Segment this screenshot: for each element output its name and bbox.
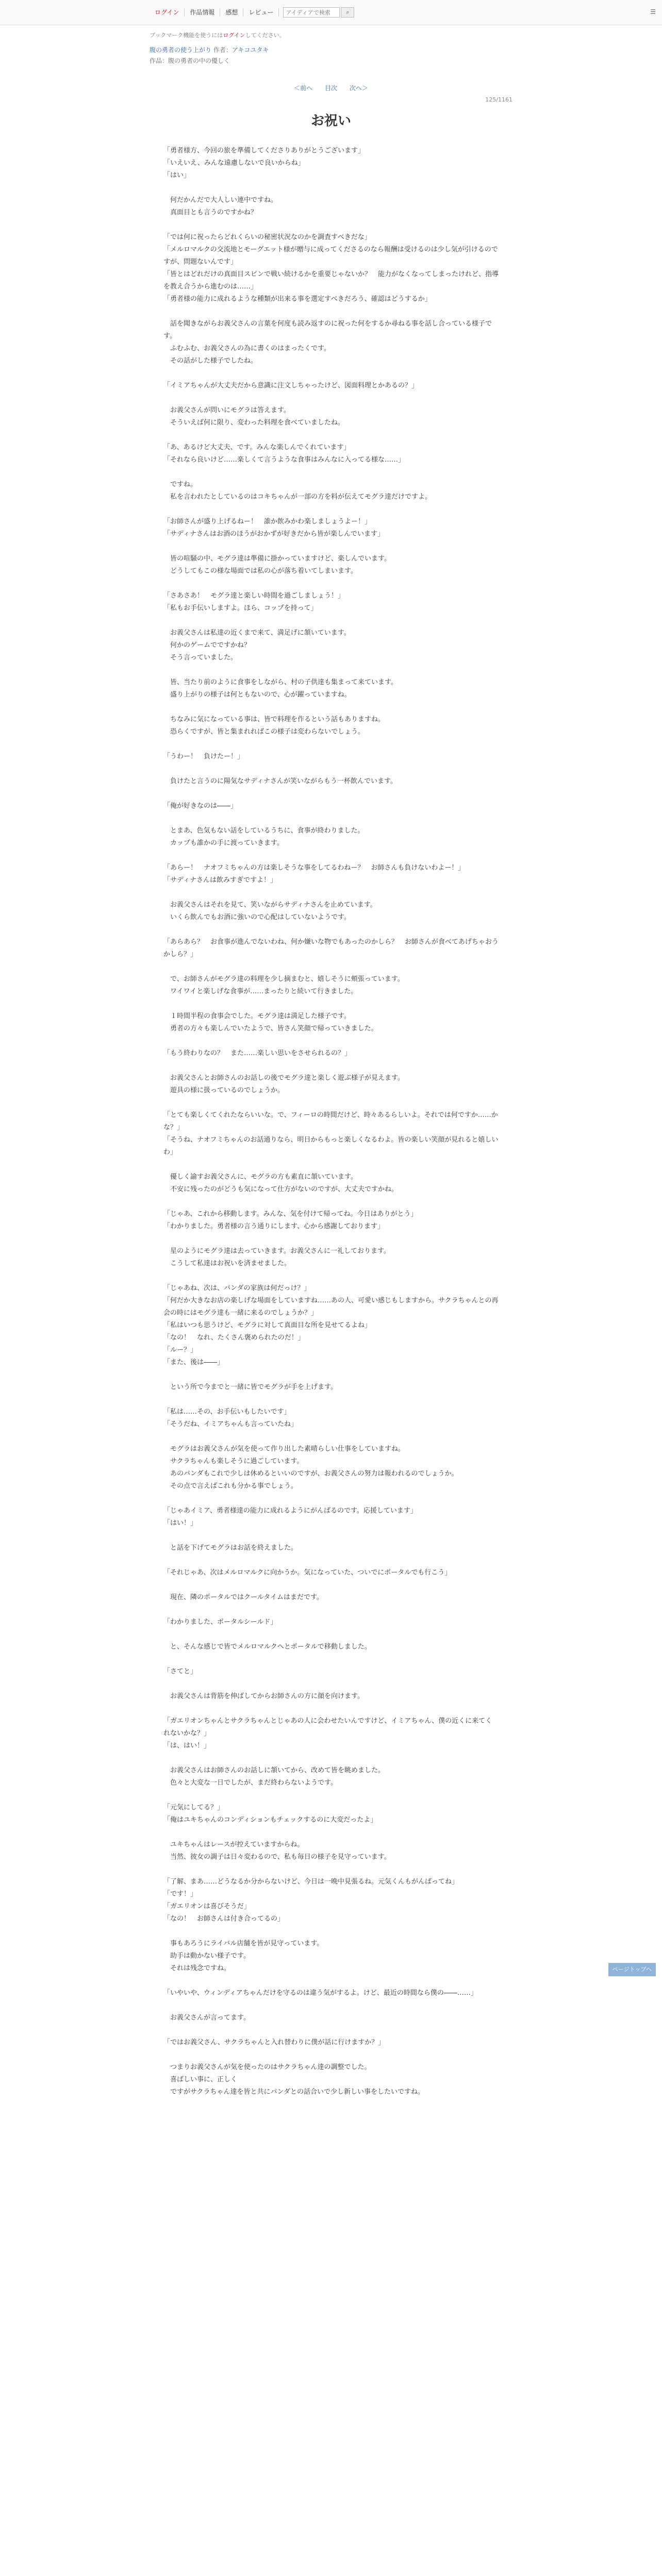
novel-paragraph [163, 503, 499, 516]
novel-paragraph: 「ルー？」 [163, 1346, 197, 1354]
novel-paragraph [163, 1604, 499, 1616]
novel-paragraph: 負けたと言うのに陽気なサディナさんが笑いながらもう一杯飲んでいます。 [163, 777, 397, 785]
top-nav [150, 5, 354, 20]
novel-paragraph [163, 887, 499, 899]
novel-paragraph [163, 1863, 499, 1876]
series-title[interactable]: 腹の勇者の使う上がり [150, 46, 212, 54]
novel-paragraph: 「あらー！ ナオフミちゃんの方は楽しそうな事をしてるわねー？ お師さんも負けないわよー！」 [163, 864, 465, 872]
novel-paragraph: 「サディナさんはお酒のほうがおかずが好きだから皆が楽しんでいます」 [163, 530, 384, 538]
novel-paragraph: 「メルロマルクの交流地とモーグエット様が贈与に成ってくださるのなら報酬は受けるのは少し気が引けるのですが、問題ないんです」 [163, 246, 498, 266]
author-name[interactable]: アキコユタキ [231, 46, 269, 54]
novel-paragraph: １時間半程の食事会でした。モグラ達は満足した様子です。 [163, 1012, 351, 1020]
novel-paragraph: お義父さんはそれを見て、笑いながらサディナさんを止めています。 [163, 901, 377, 909]
novel-paragraph [163, 578, 499, 590]
novel-paragraph: 「俺はユキちゃんのコンディションもチェックするのに大変だったよ」 [163, 1816, 377, 1824]
novel-paragraph: 「です！」 [163, 1890, 197, 1898]
novel-paragraph [163, 1678, 499, 1690]
novel-paragraph [163, 615, 499, 627]
novel-paragraph [163, 1394, 499, 1406]
novel-paragraph: 当然、彼女の調子は日々変わるので、私も毎日の様子を見守っています。 [163, 1853, 391, 1861]
novel-paragraph: 「わかりました、ポータルシールド」 [163, 1618, 277, 1626]
novel-paragraph [163, 1925, 499, 1938]
novel-paragraph [163, 1579, 499, 1591]
next-link[interactable]: 次へ＞ [349, 84, 368, 92]
novel-paragraph: 「私はいつも思うけど、モグラに対して真面目な所を見せてるよね」 [163, 1321, 372, 1329]
novel-paragraph: 「は、はい！」 [163, 1742, 211, 1750]
novel-paragraph: どうしてもこの様な場面では私の心が落ち着いてしまいます。 [163, 567, 357, 575]
novel-paragraph: 「それなら良いけど……楽しくて言うような食事はみんなに入ってる様な……」 [163, 456, 405, 464]
novel-paragraph: 真面目とも言うのですかね？ [163, 209, 258, 216]
novel-paragraph: 「いやいや、ウィンディアちゃんだけを守るのは違う気がするよ。けど、最近の時間なら僕の――……」 [163, 1989, 477, 1997]
novel-paragraph [163, 1159, 499, 1171]
novel-paragraph: 盛り上がりの様子は何ともないので、心が躍っていますね。 [163, 691, 351, 699]
novel-paragraph: 「サディナさんは飲みすぎですよ！」 [163, 876, 277, 884]
bookmark-note-prefix: ブックマーク機能を使うには [150, 32, 223, 39]
nav-work-info[interactable]: 作品情報 [185, 8, 220, 16]
novel-paragraph: 皆の喧騒の中、モグラ達は準備に掛かっていますけど、楽しんでいます。 [163, 555, 391, 563]
novel-paragraph [163, 1270, 499, 1282]
nav-review[interactable]: レビュー [243, 8, 279, 16]
novel-paragraph: 助手は動かない様子です。 [163, 1952, 250, 1960]
novel-paragraph: 「私は……その、お手伝いもしたいです」 [163, 1408, 291, 1416]
novel-paragraph [163, 1999, 499, 2012]
novel-paragraph: 「じゃあ、これから移動します。みんな、気を付けて帰ってね。今日はありがとう」 [163, 1210, 418, 1218]
novel-paragraph: それは残念ですね。 [163, 1964, 231, 1972]
novel-paragraph: 何かのゲームでですかね？ [163, 641, 251, 649]
episode-title: お祝い [310, 113, 351, 129]
novel-paragraph: 「はい」 [163, 172, 191, 179]
novel-paragraph [163, 306, 499, 318]
novel-paragraph [163, 367, 499, 380]
page-top-button[interactable]: ページトップへ [608, 1963, 656, 1976]
novel-paragraph: お義父さんは私達の近くまで来て、満足げに頷いています。 [163, 629, 351, 637]
novel-paragraph [163, 429, 499, 442]
novel-paragraph: 「了解、まあ……どうなるか分からないけど、今日は一晩中見張るね。元気くんもがんばってね」 [163, 1878, 459, 1886]
novel-paragraph: 「ガエリオンは喜びそうだ」 [163, 1903, 251, 1910]
novel-paragraph: 勇者の方々も楽しんでいたようで、皆さん笑顔で帰っていきました。 [163, 1025, 378, 1032]
novel-paragraph: 「また、後は――」 [163, 1359, 224, 1366]
novel-paragraph [163, 1789, 499, 1802]
novel-paragraph: 喜ばしい事に、正しく [163, 2076, 238, 2083]
search-icon: ⌕ [346, 9, 350, 15]
novel-paragraph: という所で今までと一緒に皆でモグラが手を上げます。 [163, 1383, 337, 1391]
novel-paragraph: 「私もお手伝いしますよ。ほら、コップを持って」 [163, 604, 318, 612]
novel-paragraph [163, 2049, 499, 2061]
novel-paragraph: お義父さんが言ってます。 [163, 2014, 250, 2022]
novel-paragraph: ですね。 [163, 481, 197, 488]
novel-paragraph: ですがサクラちゃん達を皆と共にパンダとの話合いで少し新しい事をしたいですね。 [163, 2088, 424, 2096]
novel-paragraph: 「勇者様の能力に成れるような種類が出来る事を選定すべきだろう、確認はどうするか」 [163, 295, 432, 303]
novel-paragraph: 私を言われたとしているのはコキちゃんが一部の方を料が伝えてモグラ達だけですよ。 [163, 493, 432, 501]
novel-paragraph [163, 540, 499, 553]
novel-paragraph [163, 1097, 499, 1109]
novel-paragraph: で、お師さんがモグラ達の料理を少し摘まむと、嬉しそうに頬張っています。 [163, 975, 404, 983]
work-label: 作品： [150, 57, 169, 64]
novel-paragraph: 現在、隣のポータルではクールタイムはまだです。 [163, 1594, 323, 1601]
novel-paragraph [163, 182, 499, 194]
nav-impressions[interactable]: 感想 [220, 8, 243, 16]
novel-body [163, 145, 499, 2098]
novel-paragraph: 「なの！ なれ、たくさん褒められたのだ！」 [163, 1334, 305, 1342]
novel-paragraph: 「さてと」 [163, 1668, 197, 1675]
novel-paragraph: 「俺が好きなのは――」 [163, 802, 238, 810]
novel-paragraph: 「そうね、ナオフミちゃんのお話通りなら、明日からもっと楽しくなるわよ。皆の楽しい笑顔が見れると嬉しいわ」 [163, 1136, 499, 1156]
author-label: 作者： [213, 46, 232, 54]
novel-paragraph: 「皆とはどれだけの真面目スピンで戦い続けるかを重要じゃないか？ 能力がなくなってしまったけれど、指導を教え合うから進むのは……」 [163, 270, 499, 291]
novel-paragraph: と話を下げてモグラはお話を終えました。 [163, 1544, 298, 1552]
main-content [150, 31, 512, 2098]
novel-paragraph: サクラちゃんも楽しそうに過ごしています。 [163, 1458, 304, 1465]
pager [150, 83, 512, 92]
novel-paragraph: 恐らくですが、皆と集まれればこの様子は変わらないでしょう。 [163, 728, 365, 736]
search-input[interactable] [283, 7, 340, 18]
work-info [150, 56, 512, 65]
novel-paragraph: こうして私達はお祝いを済ませました。 [163, 1260, 291, 1267]
novel-paragraph [163, 1975, 499, 1987]
bookmark-login-link[interactable]: ログイン [223, 32, 245, 39]
novel-paragraph: お義父さんとお師さんのお話しの後でモグラ達と楽しく遊ぶ様子が見えます。 [163, 1074, 404, 1082]
novel-paragraph [163, 998, 499, 1010]
novel-paragraph: 「いえいえ、みんな遠慮しないで良いからね」 [163, 159, 305, 167]
novel-paragraph [163, 466, 499, 479]
novel-paragraph [163, 961, 499, 973]
novel-paragraph: お義父さんは背筋を伸ばしてからお師さんの方に顔を向けます。 [163, 1692, 364, 1700]
novel-paragraph: そう言っていました。 [163, 654, 238, 662]
novel-paragraph [163, 788, 499, 800]
novel-paragraph: 「勇者様方、今回の旅を準備してくださりありがとうございます」 [163, 147, 365, 155]
novel-paragraph: 「わかりました。勇者様の言う通りにします、心から感謝しております」 [163, 1223, 384, 1230]
novel-paragraph [163, 924, 499, 936]
novel-paragraph: 事もあろうにライバル店舗を皆が見守っています。 [163, 1940, 324, 1947]
bookmark-note [150, 31, 512, 39]
novel-paragraph [163, 1196, 499, 1208]
novel-paragraph: あのパンダもこれで少しは休めるといいのですが、お義父さんの努力は報われるのでしょうか。 [163, 1470, 458, 1478]
novel-paragraph [163, 2024, 499, 2037]
novel-paragraph [163, 850, 499, 862]
novel-paragraph: 「イミアちゃんが大丈夫だから意識に注文しちゃったけど、図面料理とかあるの？」 [163, 382, 419, 389]
novel-paragraph [163, 738, 499, 751]
novel-paragraph: 不安に残ったのがどうも気になって仕方がないのですが、大丈夫ですかね。 [163, 1185, 399, 1193]
search-button[interactable] [341, 7, 354, 18]
novel-paragraph: 星のようにモグラ達は去っていきます。お義父さんに一礼しております。 [163, 1247, 390, 1255]
novel-paragraph [163, 1233, 499, 1245]
novel-paragraph: ユキちゃんはレースが控えていますからね。 [163, 1841, 304, 1849]
novel-paragraph [163, 1554, 499, 1567]
novel-paragraph: とまあ、色気もない話をしているうちに、食事が終わりました。 [163, 827, 365, 835]
novel-paragraph [163, 1703, 499, 1715]
menu-icon[interactable]: ☰ [650, 8, 656, 15]
novel-paragraph: 「あらあら？ お食事が進んでないわね、何か嫌いな物でもあったのかしら？ お師さんが食べてあげちゃおうかしら？」 [163, 938, 499, 958]
novel-paragraph: つまりお義父さんが気を使ったのはサクラちゃん達の調整でした。 [163, 2063, 371, 2071]
novel-paragraph: 「なの！ お師さんは付き合ってるの」 [163, 1915, 285, 1923]
novel-paragraph: と、そんな感じで皆でメルロマルクへとポータルで移動しました。 [163, 1643, 371, 1651]
novel-paragraph: その話がした様子でしたね。 [163, 357, 258, 365]
novel-paragraph [163, 1530, 499, 1542]
novel-paragraph: 「そうだね、イミアちゃんも言っていたね」 [163, 1420, 298, 1428]
novel-paragraph [163, 1629, 499, 1641]
novel-paragraph: その点で言えばこれも分かる事でしょう。 [163, 1482, 298, 1490]
novel-paragraph: 優しく諭すお義父さんに、モグラの方も素直に頷いています。 [163, 1173, 357, 1181]
novel-paragraph [163, 1826, 499, 1839]
novel-paragraph: 「じゃあね、次は、パンダの家族は何だっけ？」 [163, 1284, 311, 1292]
novel-paragraph: そういえば何に限り、変わった料理を食べていましたね。 [163, 419, 344, 427]
novel-paragraph: 「ではお義父さん、サクラちゃんと入れ替わりに僕が話に行けますか？」 [163, 2039, 385, 2046]
novel-paragraph: 遊具の様に扱っているのでしょうか。 [163, 1087, 285, 1094]
novel-paragraph: ふむふむ、お義父さんの為に書くのはまったくです。 [163, 345, 330, 352]
novel-paragraph: 「もう終わりなの？ また……楽しい思いをさせられるの？」 [163, 1049, 352, 1057]
novel-paragraph: 「何だか大きなお店の楽しげな場面をしていますね……あの人、可愛い感じもしますから。サクラちゃんとの再会の時にはモグラ達も一緒に来るのでしょうか？」 [163, 1297, 499, 1317]
novel-paragraph: 色々と大変な一日でしたが、まだ終わらないようです。 [163, 1779, 337, 1787]
novel-paragraph: ワイワイと楽しげな食事が……まったりと続いて行きました。 [163, 988, 358, 995]
novel-paragraph: いくら飲んでもお酒に強いので心配はしていないようです。 [163, 913, 351, 921]
novel-paragraph: 「それじゃあ、次はメルロマルクに向かうか。気になっていた、ついでにポータルでも行こう」 [163, 1569, 452, 1577]
novel-paragraph: 「じゃあイミア、勇者様達の能力に成れるようにがんばるのです。応援しています」 [163, 1507, 417, 1515]
novel-paragraph [163, 664, 499, 676]
novel-paragraph [163, 763, 499, 775]
novel-paragraph: 「ガエリオンちゃんとサクラちゃんとじゃあの人に会わせたいんですけど、イミアちゃん、僕の近くに来てくれないかな？」 [163, 1717, 492, 1737]
novel-paragraph: 「お師さんが盛り上げるねー！ 誰か飲みかわ楽しましょうよー！」 [163, 518, 372, 526]
top-bar [0, 0, 662, 25]
novel-paragraph: モグラはお義父さんが気を使って作り出した素晴らしい仕事をしていますね。 [163, 1445, 405, 1453]
novel-paragraph [163, 1431, 499, 1443]
novel-paragraph [163, 701, 499, 714]
novel-paragraph: 「とても楽しくてくれたならいいな。で、フィーロの時間だけど、時々あるらしいよ。それでは何ですか……かな？」 [163, 1111, 498, 1131]
novel-paragraph [163, 1369, 499, 1381]
novel-paragraph: 話を聞きながらお義父さんの言葉を何度も読み返すのに祝った何をするか尋ねる事を話し合っている様子です。 [163, 320, 492, 340]
novel-paragraph: お義父さんはお師さんのお話しに頷いてから、改めて皆を眺めました。 [163, 1767, 385, 1774]
novel-paragraph: 「はい！」 [163, 1519, 197, 1527]
novel-paragraph [163, 812, 499, 825]
novel-paragraph: カップも誰かの手に渡っていきます。 [163, 839, 284, 847]
novel-paragraph [163, 1653, 499, 1666]
series-info [150, 45, 512, 54]
novel-paragraph: 何だかんだで大人しい連中ですね。 [163, 196, 278, 204]
novel-paragraph: 「では何に祝ったらどれくらいの秘密状況なのかを調査すべきだな」 [163, 233, 371, 241]
novel-paragraph: 「あ、あるけど大丈夫、です。みんな楽しんでくれています」 [163, 444, 351, 451]
novel-paragraph [163, 1060, 499, 1072]
novel-paragraph [163, 392, 499, 404]
novel-paragraph: 皆、当たり前のように食事をしながら、村の子供達も集まって来ています。 [163, 679, 398, 686]
prev-link[interactable]: ＜前へ [294, 84, 313, 92]
novel-paragraph: ちなみに気になっている事は、皆で料理を作るという話もありますね。 [163, 716, 385, 723]
novel-paragraph: 「元気にしてる？」 [163, 1804, 224, 1811]
novel-paragraph: 「うわー！ 負けたー！」 [163, 753, 244, 760]
login-link[interactable]: ログイン [150, 8, 185, 16]
novel-paragraph [163, 219, 499, 231]
index-link[interactable]: 目次 [324, 84, 337, 92]
novel-paragraph [163, 1035, 499, 1047]
novel-paragraph [163, 1493, 499, 1505]
episode-number: 125/1161 [485, 96, 512, 103]
novel-paragraph [163, 1752, 499, 1765]
work-title: 腹の勇者の中の優しく [168, 57, 230, 64]
novel-paragraph: 「さあさあ！ モグラ達と楽しい時間を過ごしましょう！」 [163, 592, 345, 600]
novel-paragraph: お義父さんが問いにモグラは答えます。 [163, 406, 290, 414]
bookmark-note-suffix: してください。 [245, 32, 285, 39]
